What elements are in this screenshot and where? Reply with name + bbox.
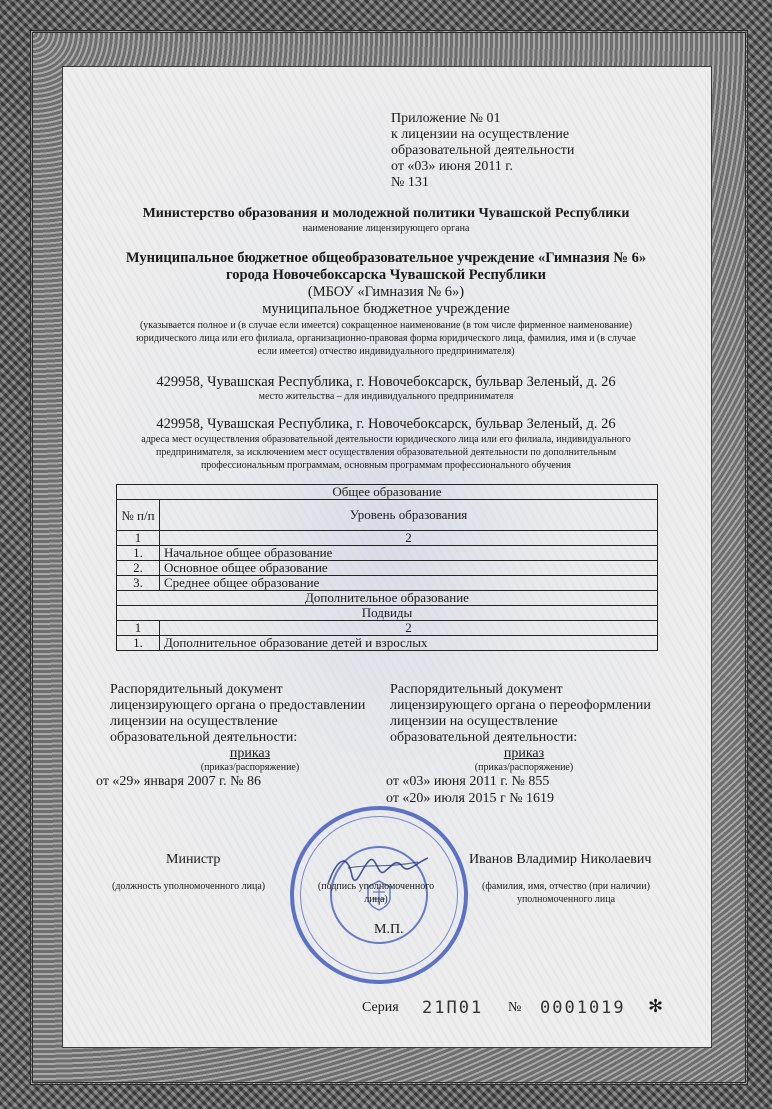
left-doc-date: от «29» января 2007 г. № 86 [96, 774, 261, 789]
signature-caption-line2: лица) [364, 894, 388, 905]
column-level-header: Уровень образования [160, 500, 658, 531]
table-index-row [117, 531, 658, 546]
index-cell: 2 [160, 621, 658, 636]
seal-place-mark: М.П. [374, 922, 404, 937]
column-number-header: № п/п [117, 500, 160, 531]
appendix-line3: образовательной деятельности [391, 143, 575, 158]
org-caption-line1: (указывается полное и (в случае если имеется) сокращенное наименование (в том числе фирменное наименование) [139, 320, 633, 331]
left-doc-line4: образовательной деятельности: [110, 730, 298, 745]
appendix-line5: № 131 [391, 175, 429, 190]
protection-mark-icon: ✻ [648, 996, 664, 1016]
row-level: Дополнительное образование детей и взрослых [160, 636, 658, 651]
residence-address: 429958, Чувашская Республика, г. Новочебоксарск, бульвар Зеленый, д. 26 [156, 374, 616, 390]
table-row [117, 546, 658, 561]
residence-caption: место жительства – для индивидуального предпринимателя [258, 391, 514, 402]
row-level: Начальное общее образование [160, 546, 658, 561]
right-doc-line2: лицензирующего органа о переоформлении [390, 698, 651, 713]
table-section-row [117, 591, 658, 606]
table-header-row [117, 500, 658, 531]
left-doc-line3: лицензии на осуществление [110, 714, 278, 729]
row-number: 1. [117, 636, 160, 651]
left-doc-line1: Распорядительный документ [110, 682, 283, 697]
authority-caption: наименование лицензирующего органа [302, 223, 470, 234]
org-short-name: (МБОУ «Гимназия № 6») [307, 284, 465, 300]
authority-name: Министерство образования и молодежной политики Чувашской Республики [142, 206, 630, 221]
appendix-line1: Приложение № 01 [391, 111, 501, 126]
row-level: Среднее общее образование [160, 576, 658, 591]
right-doc-date2: от «20» июля 2015 г № 1619 [386, 791, 555, 806]
table-section-row [117, 485, 658, 500]
table-row [117, 576, 658, 591]
signatory-position: Министр [166, 852, 221, 867]
org-name-line2: города Новочебоксарска Чувашской Республики [226, 267, 546, 283]
right-doc-line1: Распорядительный документ [390, 682, 563, 697]
right-doc-date1: от «03» июня 2011 г. № 855 [386, 774, 550, 789]
left-doc-type-caption: (приказ/распоряжение) [200, 762, 300, 773]
org-name-line1: Муниципальное бюджетное общеобразовательное учреждение «Гимназия № 6» [125, 250, 647, 266]
appendix-line2: к лицензии на осуществление [391, 127, 570, 142]
number-label: № [508, 1000, 522, 1015]
series-value: 21П01 [422, 998, 484, 1018]
row-number: 3. [117, 576, 160, 591]
left-doc-type: приказ [229, 746, 271, 761]
left-doc-line2: лицензирующего органа о предоставлении [110, 698, 366, 713]
activity-caption-line2: предпринимателя, за исключением мест осуществления образовательной деятельности по дополнительным [155, 447, 617, 458]
right-doc-line4: образовательной деятельности: [390, 730, 578, 745]
name-caption-line2: уполномоченного лица [516, 894, 616, 905]
table-row [117, 636, 658, 651]
activity-address: 429958, Чувашская Республика, г. Новочебоксарск, бульвар Зеленый, д. 26 [156, 416, 616, 432]
org-caption-line3: если имеется) отчество индивидуального предпринимателя) [257, 346, 515, 357]
row-number: 2. [117, 561, 160, 576]
table-row [117, 561, 658, 576]
index-cell: 2 [160, 531, 658, 546]
right-doc-type: приказ [503, 746, 545, 761]
right-doc-line3: лицензии на осуществление [390, 714, 558, 729]
index-cell: 1 [117, 531, 160, 546]
org-caption-line2: юридического лица или его филиала, организационно-правовая форма юридического лица, фамилия, имя и (в случае [136, 333, 636, 344]
row-level: Основное общее образование [160, 561, 658, 576]
org-type: муниципальное бюджетное учреждение [262, 301, 510, 317]
row-number: 1. [117, 546, 160, 561]
right-doc-type-caption: (приказ/распоряжение) [474, 762, 574, 773]
serial-number: 0001019 [540, 998, 626, 1018]
education-levels-table [116, 484, 658, 651]
activity-caption-line3: профессиональным программам, основным программам профессионального обучения [200, 460, 572, 471]
section-additional: Дополнительное образование [117, 591, 658, 606]
series-label: Серия [362, 1000, 399, 1015]
appendix-line4: от «03» июня 2011 г. [391, 159, 513, 174]
table-index-row [117, 621, 658, 636]
signature-caption-line1: (подпись уполномоченного [317, 881, 435, 892]
section-general: Общее образование [117, 485, 658, 500]
signatory-name: Иванов Владимир Николаевич [469, 852, 652, 867]
subsection-header: Подвиды [117, 606, 658, 621]
name-caption-line1: (фамилия, имя, отчество (при наличии) [482, 881, 650, 892]
activity-caption-line1: адреса мест осуществления образовательной деятельности юридического лица или его филиала, индивидуального [141, 434, 631, 445]
index-cell: 1 [117, 621, 160, 636]
position-caption: (должность уполномоченного лица) [112, 881, 266, 892]
table-subsection-row [117, 606, 658, 621]
